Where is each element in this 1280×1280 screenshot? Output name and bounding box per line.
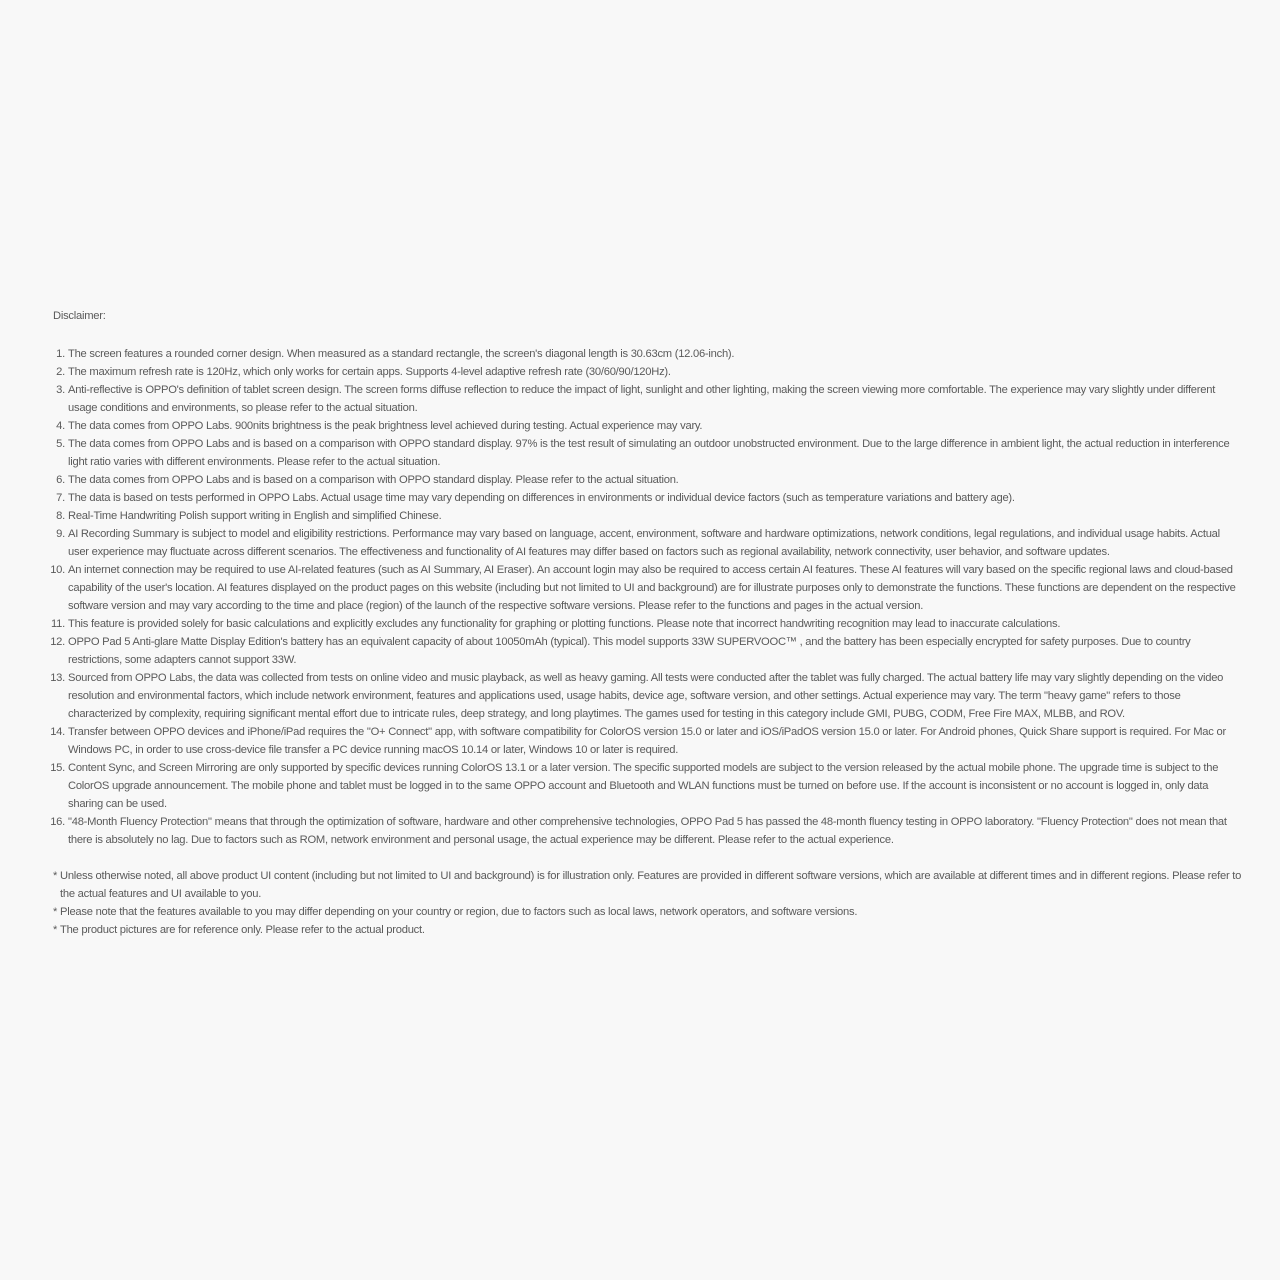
list-item [53, 363, 1243, 381]
item-number: 14. [50, 726, 65, 738]
list-item [53, 525, 1243, 561]
item-number: 10. [50, 564, 65, 576]
list-item [53, 489, 1243, 507]
list-item [50, 669, 1243, 723]
item-text: The maximum refresh rate is 120Hz, which only works for certain apps. Supports 4-level adaptive refresh rate (30/60/90/120Hz). [68, 366, 671, 378]
item-text: The data is based on tests performed in OPPO Labs. Actual usage time may vary depending on differences in environments or individual device factors (such as temperature variations and battery age). [68, 492, 1015, 504]
item-text: The data comes from OPPO Labs and is based on a comparison with OPPO standard display. 97% is the test result of simulating an outdoor unobstructed environment. Due to the large difference in ambient light, the actual reduction in interference light ratio varies with different environments. Please refer to the actual situation. [68, 438, 1230, 468]
item-number: 8. [56, 510, 65, 522]
asterisk-mark: * [53, 870, 58, 882]
item-text: Real-Time Handwriting Polish support writing in English and simplified Chinese. [68, 510, 442, 522]
list-item [53, 435, 1243, 471]
item-text: AI Recording Summary is subject to model and eligibility restrictions. Performance may vary based on language, accent, environment, software and hardware optimizations, network conditions, legal regulations, and individual usage habits. Actual user experience may fluctuate across different scenarios. The effectiveness and functionality of AI features may differ based on factors such as regional availability, network connectivity, user behavior, and software updates. [68, 528, 1220, 558]
item-text: OPPO Pad 5 Anti-glare Matte Display Edition's battery has an equivalent capacity of about 10050mAh (typical). This model supports 33W SUPERVOOC™ , and the battery has been especially encrypted for safety purposes. Due to country restrictions, some adapters cannot support 33W. [68, 636, 1191, 666]
disclaimer-title: Disclaimer: [53, 310, 106, 322]
list-item [53, 381, 1243, 417]
asterisk-mark: * [53, 906, 58, 918]
list-item [50, 561, 1243, 615]
item-number: 3. [56, 384, 65, 396]
footnote [53, 903, 1243, 921]
item-text: The data comes from OPPO Labs and is based on a comparison with OPPO standard display. Please refer to the actual situation. [68, 474, 679, 486]
list-item [53, 345, 1243, 363]
item-text: Content Sync, and Screen Mirroring are only supported by specific devices running ColorOS 13.1 or a later version. The specific supported models are subject to the version released by the actual mobile phone. The upgrade time is subject to the ColorOS upgrade announcement. The mobile phone and tablet must be logged in to the same OPPO account and Bluetooth and WLAN functions must be turned on before use. If the account is inconsistent or no account is logged in, only data sharing can be used. [68, 762, 1219, 810]
footnote [53, 867, 1243, 903]
item-number: 9. [56, 528, 65, 540]
item-number: 2. [56, 366, 65, 378]
list-item [50, 633, 1243, 669]
item-text: "48-Month Fluency Protection" means that through the optimization of software, hardware and other comprehensive technologies, OPPO Pad 5 has passed the 48-month fluency testing in OPPO laboratory. "Fluency Protection" does not mean that there is absolutely no lag. Due to factors such as ROM, network environment and personal usage, the actual experience may be different. Please refer to the actual experience. [68, 816, 1227, 846]
item-number: 13. [50, 672, 65, 684]
item-number: 6. [56, 474, 65, 486]
item-number: 4. [56, 420, 65, 432]
list-item [53, 471, 1243, 489]
disclaimer-section [50, 307, 1243, 939]
list-item [50, 813, 1243, 849]
item-number: 7. [56, 492, 65, 504]
item-text: This feature is provided solely for basic calculations and explicitly excludes any functionality for graphing or plotting functions. Please note that incorrect handwriting recognition may lead to inaccurate calculations. [68, 618, 1061, 630]
footnote-text: Please note that the features available to you may differ depending on your country or region, due to factors such as local laws, network operators, and software versions. [60, 906, 858, 918]
item-text: Anti-reflective is OPPO's definition of tablet screen design. The screen forms diffuse reflection to reduce the impact of light, sunlight and other lighting, making the screen viewing more comfortable. The experience may vary slightly under different usage conditions and environments, so please refer to the actual situation. [68, 384, 1216, 414]
item-number: 12. [50, 636, 65, 648]
item-text: The data comes from OPPO Labs. 900nits brightness is the peak brightness level achieved during testing. Actual experience may vary. [68, 420, 703, 432]
asterisk-mark: * [53, 924, 58, 936]
list-item [53, 417, 1243, 435]
item-number: 11. [51, 618, 65, 630]
item-text: Sourced from OPPO Labs, the data was collected from tests on online video and music playback, as well as heavy gaming. All tests were conducted after the tablet was fully charged. The actual battery life may vary slightly depending on the video resolution and environmental factors, which include network environment, features and applications used, usage habits, device age, software version, and other settings. Actual experience may vary. The term "heavy game" refers to those characterized by complexity, requiring significant mental effort due to intricate rules, deep strategy, and long playtimes. The games used for testing in this category include GMI, PUBG, CODM, Free Fire MAX, MLBB, and ROV. [68, 672, 1224, 720]
item-number: 15. [50, 762, 65, 774]
footnotes [53, 867, 1243, 939]
list-item [53, 507, 1243, 525]
list-item [50, 723, 1243, 759]
item-number: 1. [56, 348, 65, 360]
item-text: The screen features a rounded corner design. When measured as a standard rectangle, the screen's diagonal length is 30.63cm (12.06-inch). [68, 348, 735, 360]
list-item [53, 615, 1243, 633]
footnote-text: The product pictures are for reference only. Please refer to the actual product. [60, 924, 425, 936]
item-number: 5. [56, 438, 65, 450]
item-number: 16. [50, 816, 65, 828]
footnote-text: Unless otherwise noted, all above product UI content (including but not limited to UI and background) is for illustration only. Features are provided in different software versions, which are available at different times and in different regions. Please refer to the actual features and UI available to you. [60, 870, 1242, 900]
item-text: An internet connection may be required to use AI-related features (such as AI Summary, AI Eraser). An account login may also be required to access certain AI features. These AI features will vary based on the specific regional laws and cloud-based capability of the user's location. AI features displayed on the product pages on this website (including but not limited to UI and background) are for illustrate purposes only to demonstrate the functions. These functions are dependent on the respective software version and may vary according to the time and place (region) of the launch of the respective software versions. Please refer to the functions and pages in the actual version. [68, 564, 1236, 612]
item-text: Transfer between OPPO devices and iPhone/iPad requires the "O+ Connect" app, with software compatibility for ColorOS version 15.0 or later and iOS/iPadOS version 15.0 or later. For Android phones, Quick Share support is required. For Mac or Windows PC, in order to use cross-device file transfer a PC device running macOS 10.14 or later, Windows 10 or later is required. [68, 726, 1226, 756]
disclaimer-list [50, 345, 1243, 849]
list-item [50, 759, 1243, 813]
footnote [53, 921, 1243, 939]
